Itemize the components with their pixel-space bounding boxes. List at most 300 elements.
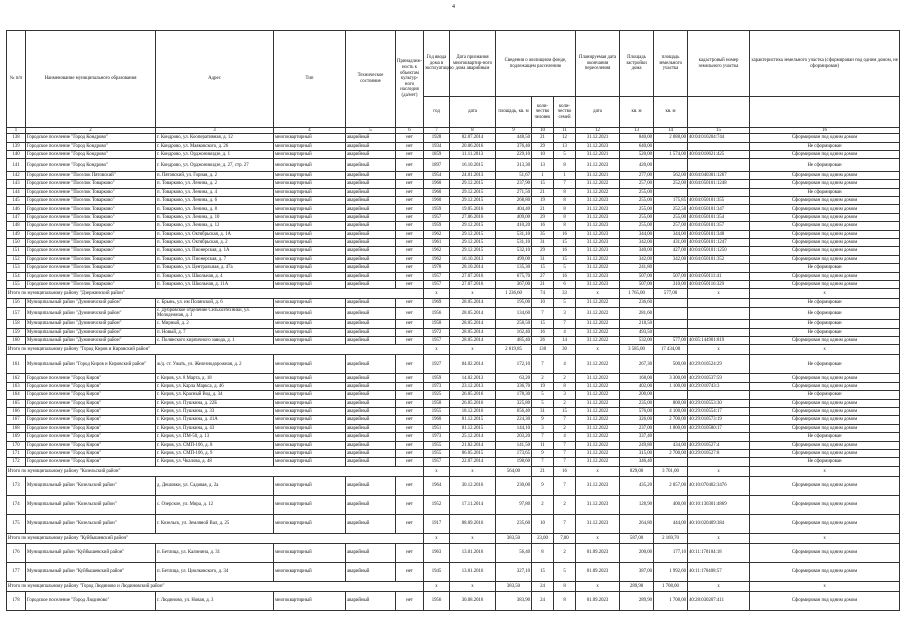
table-row bbox=[7, 399, 900, 407]
table-cell: 203,20 bbox=[496, 433, 532, 441]
table-cell: 1897 bbox=[424, 159, 450, 172]
table-cell: аварийный bbox=[346, 495, 396, 514]
table-cell: Сформирован под одним домом bbox=[750, 255, 900, 263]
table-cell: г. Киров, ул. Красный Вод, д. 34 bbox=[156, 391, 274, 399]
table-cell: нет bbox=[396, 264, 424, 272]
table-cell: нет bbox=[396, 213, 424, 221]
table-row bbox=[7, 197, 900, 205]
table-cell: 40:04:050116:329 bbox=[688, 280, 750, 288]
table-cell: 29.12.2015 bbox=[450, 230, 496, 238]
subtotal-cell: 7,00 bbox=[554, 533, 576, 543]
table-cell bbox=[654, 159, 688, 172]
table-cell: 141,50 bbox=[496, 441, 532, 449]
table-cell: 174 bbox=[7, 495, 26, 514]
table-cell: 1 574,00 bbox=[654, 150, 688, 158]
table-cell: 2 bbox=[554, 543, 576, 562]
table-cell: нет bbox=[396, 407, 424, 415]
table-cell: 2 700,00 bbox=[654, 416, 688, 424]
table-cell: аварийный bbox=[346, 197, 396, 205]
table-cell: 1859 bbox=[424, 150, 450, 158]
table-cell: 40:04:050101:1250 bbox=[688, 247, 750, 255]
table-cell: аварийный bbox=[346, 230, 396, 238]
table-cell: 230,00 bbox=[496, 476, 532, 495]
table-cell: п. Товарково, ул. Ленина, д. 10 bbox=[156, 213, 274, 221]
table-cell: 4 100,00 bbox=[654, 407, 688, 415]
subtotal-cell: 23,00 bbox=[532, 533, 554, 543]
table-cell: 1957 bbox=[424, 280, 450, 288]
table-cell: 175 bbox=[7, 514, 26, 533]
table-cell: Городское поселение "Город Кондрово" bbox=[26, 159, 156, 172]
table-cell: 1 bbox=[532, 171, 554, 179]
table-cell: 7 bbox=[554, 458, 576, 466]
table-cell: аварийный bbox=[346, 159, 396, 172]
table-cell: Сформирован под одним домом bbox=[750, 543, 900, 562]
table-cell: Муниципальный район "Куйбышевский район" bbox=[26, 543, 156, 562]
table-cell: 1978 bbox=[424, 264, 450, 272]
table-cell: 31.12.2022 bbox=[576, 180, 620, 188]
table-cell: 178,30 bbox=[496, 391, 532, 399]
table-cell: 376,40 bbox=[496, 142, 532, 150]
subtotal-cell: x bbox=[750, 533, 900, 543]
table-cell: нет bbox=[396, 255, 424, 263]
table-cell: 40:29:010743:3 bbox=[688, 382, 750, 390]
table-cell: 157 bbox=[7, 307, 26, 320]
table-cell: 21 bbox=[532, 280, 554, 288]
table-cell: Городское поселение "Город Киров" bbox=[26, 449, 156, 457]
table-cell: 7 bbox=[554, 416, 576, 424]
table-cell: 255,00 bbox=[620, 188, 654, 196]
table-cell: 40:29:010553:30 bbox=[688, 399, 750, 407]
subtotal-cell: 587,00 bbox=[620, 533, 654, 543]
table-cell: многоквартирный bbox=[274, 213, 346, 221]
table-cell: 4 bbox=[554, 355, 576, 374]
table-cell: Городское поселение "Поселок Товарково" bbox=[26, 230, 156, 238]
table-cell: 448,50 bbox=[496, 134, 532, 142]
table-cell: многоквартирный bbox=[274, 458, 346, 466]
table-cell: 7 bbox=[532, 458, 554, 466]
table-cell: 235,00 bbox=[620, 399, 654, 407]
table-cell: 8 bbox=[554, 159, 576, 172]
table-cell bbox=[654, 264, 688, 272]
table-cell: 1973 bbox=[424, 433, 450, 441]
table-cell: 26 bbox=[532, 337, 554, 345]
table-cell: аварийный bbox=[346, 562, 396, 581]
table-row bbox=[7, 416, 900, 424]
table-cell: 31.12.2023 bbox=[576, 495, 620, 514]
table-cell: 31.12.2022 bbox=[576, 441, 620, 449]
table-cell: 1959 bbox=[424, 374, 450, 382]
subtotal-cell: 383,50 bbox=[496, 533, 532, 543]
table-cell: 29.12.2015 bbox=[450, 197, 496, 205]
table-cell: п. Товарково, ул. Пионерская, д. 1А bbox=[156, 247, 274, 255]
table-cell: Не сформирован bbox=[750, 458, 900, 466]
table-cell: Сформирован под одним домом bbox=[750, 591, 900, 610]
table-cell: 40:04:050101:354 bbox=[688, 213, 750, 221]
table-cell: п. Товарково, ул. Октябрьская, д. 1А bbox=[156, 230, 274, 238]
table-cell: 1955 bbox=[424, 449, 450, 457]
column-number: 5 bbox=[346, 128, 396, 134]
table-cell: многоквартирный bbox=[274, 591, 346, 610]
table-cell: многоквартирный bbox=[274, 159, 346, 172]
table-cell: 640,00 bbox=[620, 142, 654, 150]
table-cell: Муниципальный район "Думиничский район" bbox=[26, 299, 156, 307]
table-cell: 31.12.2023 bbox=[576, 239, 620, 247]
subtotal-cell: 3 701,00 bbox=[654, 466, 688, 476]
table-cell: 1972 bbox=[424, 328, 450, 336]
table-cell: Сформирован под одним домом bbox=[750, 416, 900, 424]
table-cell: нет bbox=[396, 514, 424, 533]
table-cell: п. Бетлица, ул. Калинина, д. 31 bbox=[156, 543, 274, 562]
table-cell: 31.12.2022 bbox=[576, 407, 620, 415]
subtotal-cell: x bbox=[750, 345, 900, 355]
table-cell: 08.09.2016 bbox=[450, 514, 496, 533]
table-row bbox=[7, 171, 900, 179]
table-cell: 1959 bbox=[424, 205, 450, 213]
table-cell: 281,60 bbox=[620, 307, 654, 320]
table-cell: г. Киров, ул. Пушкина, д. 41А bbox=[156, 416, 274, 424]
table-cell: 420,00 bbox=[620, 159, 654, 172]
table-cell: нет bbox=[396, 239, 424, 247]
column-number: 12 bbox=[576, 128, 620, 134]
table-cell: Муниципальный район "Думиничский район" bbox=[26, 307, 156, 320]
table-cell: 15 bbox=[532, 180, 554, 188]
table-cell: 19 bbox=[532, 382, 554, 390]
table-cell: многоквартирный bbox=[274, 476, 346, 495]
table-cell: нет bbox=[396, 449, 424, 457]
table-cell: г. Кондрово, ул. Орджоникидзе, д. 27, стр. 27 bbox=[156, 159, 274, 172]
table-cell: Сформирован под одним домом bbox=[750, 382, 900, 390]
table-cell: 264,80 bbox=[620, 514, 654, 533]
table-cell: аварийный bbox=[346, 433, 396, 441]
table-cell: 7 bbox=[554, 476, 576, 495]
table-cell: 277,00 bbox=[620, 171, 654, 179]
table-cell: 367,00 bbox=[496, 280, 532, 288]
table-cell: г. Людиново, ул. Новая, д. 3 bbox=[156, 591, 274, 610]
table-cell: 576,00 bbox=[620, 407, 654, 415]
table-cell: 148 bbox=[7, 222, 26, 230]
table-cell: 168 bbox=[7, 424, 26, 432]
table-cell: 172 bbox=[7, 458, 26, 466]
table-cell: многоквартирный bbox=[274, 222, 346, 230]
table-cell: Муниципальный район "Думиничский район" bbox=[26, 328, 156, 336]
table-cell: 40:04:040301:1267 bbox=[688, 171, 750, 179]
table-cell: многоквартирный bbox=[274, 307, 346, 320]
table-cell bbox=[654, 188, 688, 196]
table-cell: аварийный bbox=[346, 337, 396, 345]
table-cell: 1 800,00 bbox=[654, 424, 688, 432]
table-cell: 31.12.2022 bbox=[576, 307, 620, 320]
table-cell: нет bbox=[396, 188, 424, 196]
table-cell: 342,00 bbox=[620, 239, 654, 247]
table-cell: многоквартирный bbox=[274, 205, 346, 213]
table-cell: 5 bbox=[532, 391, 554, 399]
table-cell: 1957 bbox=[424, 337, 450, 345]
table-cell: 4 bbox=[554, 433, 576, 441]
table-cell: 31.12.2022 bbox=[576, 391, 620, 399]
subtotal-cell: x bbox=[424, 533, 450, 543]
table-cell: Не сформирован bbox=[750, 328, 900, 336]
table-cell: аварийный bbox=[346, 264, 396, 272]
table-cell: 97,80 bbox=[496, 495, 532, 514]
table-cell: 29.12.2015 bbox=[450, 222, 496, 230]
header-plot-area: площадь земельного участка bbox=[654, 31, 688, 97]
table-cell: 13.01.2016 bbox=[450, 562, 496, 581]
table-cell: 198,60 bbox=[496, 458, 532, 466]
table-cell: Муниципальный район "Козельский район" bbox=[26, 476, 156, 495]
table-cell: 10 bbox=[532, 514, 554, 533]
table-cell: 1955 bbox=[424, 407, 450, 415]
table-cell: нет bbox=[396, 382, 424, 390]
column-number: 3 bbox=[156, 128, 274, 134]
table-cell: нет bbox=[396, 355, 424, 374]
table-cell: Городское поселение "Поселок Пятовский" bbox=[26, 171, 156, 179]
table-cell: аварийный bbox=[346, 188, 396, 196]
table-cell: 15 bbox=[532, 562, 554, 581]
table-cell: 237,90 bbox=[496, 180, 532, 188]
subtotal-cell: x bbox=[424, 466, 450, 476]
table-cell: 15 bbox=[532, 264, 554, 272]
table-cell: 29.12.2015 bbox=[450, 188, 496, 196]
table-cell: аварийный bbox=[346, 514, 396, 533]
table-cell: 7 bbox=[554, 441, 576, 449]
subtotal-cell: x bbox=[576, 466, 620, 476]
table-cell: многоквартирный bbox=[274, 424, 346, 432]
table-cell: 15 bbox=[554, 255, 576, 263]
table-cell: 1960 bbox=[424, 180, 450, 188]
table-cell: 31.12.2021 bbox=[576, 134, 620, 142]
table-cell: Сформирован под одним домом bbox=[750, 230, 900, 238]
table-row bbox=[7, 591, 900, 610]
table-cell: Не сформирован bbox=[750, 159, 900, 172]
table-cell: 31.12.2022 bbox=[576, 416, 620, 424]
subtotal-row bbox=[7, 581, 900, 591]
table-cell: Сформирован под одним домом bbox=[750, 247, 900, 255]
table-cell: 29.12.2015 bbox=[450, 180, 496, 188]
table-cell: 31.12.2022 bbox=[576, 382, 620, 390]
table-cell bbox=[654, 458, 688, 466]
table-cell: многоквартирный bbox=[274, 449, 346, 457]
table-cell: г. Киров, ул. Чкалова, д. 48 bbox=[156, 458, 274, 466]
table-cell: 800,00 bbox=[654, 399, 688, 407]
table-cell: 1 100,00 bbox=[654, 382, 688, 390]
table-cell: аварийный bbox=[346, 205, 396, 213]
table-cell: 8 bbox=[554, 205, 576, 213]
table-cell: 177,10 bbox=[654, 543, 688, 562]
table-cell bbox=[688, 433, 750, 441]
table-cell: 257,00 bbox=[654, 222, 688, 230]
table-cell: 21 bbox=[532, 205, 554, 213]
table-row bbox=[7, 247, 900, 255]
table-cell: 31.12.2023 bbox=[576, 222, 620, 230]
table-cell: 11.11.2013 bbox=[450, 150, 496, 158]
table-cell: Городское поселение "Город Кондрово" bbox=[26, 142, 156, 150]
table-cell: 1928 bbox=[424, 134, 450, 142]
table-cell: 164 bbox=[7, 391, 26, 399]
table-cell: аварийный bbox=[346, 591, 396, 610]
table-cell: 16.10.2013 bbox=[450, 255, 496, 263]
table-cell: многоквартирный bbox=[274, 299, 346, 307]
table-cell: п. Товарково, ул. Ленина, д. 4 bbox=[156, 188, 274, 196]
subtotal-cell: x bbox=[424, 289, 450, 299]
table-cell: 21 bbox=[532, 134, 554, 142]
table-cell: аварийный bbox=[346, 180, 396, 188]
table-cell: 7 bbox=[532, 433, 554, 441]
table-cell: аварийный bbox=[346, 272, 396, 280]
table-row bbox=[7, 391, 900, 399]
table-cell: 31.12.2021 bbox=[576, 150, 620, 158]
table-cell: многоквартирный bbox=[274, 399, 346, 407]
table-row bbox=[7, 159, 900, 172]
table-cell: 175,85 bbox=[654, 197, 688, 205]
header-plot-area-building: Площадь застройки дома bbox=[620, 31, 654, 97]
table-row bbox=[7, 495, 900, 514]
table-row bbox=[7, 299, 900, 307]
table-cell: 31.12.2022 bbox=[576, 320, 620, 328]
table-cell: аварийный bbox=[346, 543, 396, 562]
table-cell: нет bbox=[396, 280, 424, 288]
table-cell: Не сформирован bbox=[750, 142, 900, 150]
table-cell: 532,00 bbox=[620, 337, 654, 345]
table-row bbox=[7, 543, 900, 562]
table-cell: 427,00 bbox=[654, 247, 688, 255]
table-cell: 31.12.2021 bbox=[576, 171, 620, 179]
table-cell: 40:04:050101:355 bbox=[688, 197, 750, 205]
table-cell: Сформирован под одним домом bbox=[750, 399, 900, 407]
table-cell bbox=[654, 320, 688, 328]
table-cell: 171 bbox=[7, 449, 26, 457]
table-cell: 17.11.2014 bbox=[450, 495, 496, 514]
subtotal-row bbox=[7, 289, 900, 299]
table-cell: 1934 bbox=[424, 142, 450, 150]
table-cell: Городское поселение "Поселок Товарково" bbox=[26, 213, 156, 221]
table-row bbox=[7, 441, 900, 449]
table-cell: нет bbox=[396, 328, 424, 336]
table-cell: 144,10 bbox=[496, 424, 532, 432]
table-cell: 31 bbox=[532, 239, 554, 247]
table-cell: 7 bbox=[554, 320, 576, 328]
table-cell: 1945 bbox=[424, 562, 450, 581]
table-cell: 31.12.2023 bbox=[576, 159, 620, 172]
table-cell: Сформирован под одним домом bbox=[750, 213, 900, 221]
table-row bbox=[7, 280, 900, 288]
table-cell: 40:04:010621:425 bbox=[688, 150, 750, 158]
table-cell: 5 bbox=[554, 150, 576, 158]
table-cell: 1959 bbox=[424, 222, 450, 230]
table-cell: 26.05.2016 bbox=[450, 399, 496, 407]
table-row bbox=[7, 230, 900, 238]
subtotal-cell: x bbox=[750, 289, 900, 299]
table-cell: аварийный bbox=[346, 247, 396, 255]
table-cell: 1957 bbox=[424, 272, 450, 280]
table-cell: 40:04:050101:1248 bbox=[688, 180, 750, 188]
table-cell: нет bbox=[396, 320, 424, 328]
table-cell: 1955 bbox=[424, 441, 450, 449]
table-cell: 8 bbox=[554, 213, 576, 221]
table-cell: 200,00 bbox=[620, 391, 654, 399]
table-cell: 15 bbox=[554, 407, 576, 415]
subtotal-cell: 289,90 bbox=[620, 581, 654, 591]
table-cell: 326,00 bbox=[620, 416, 654, 424]
table-cell: 128,90 bbox=[620, 495, 654, 514]
table-cell: 577,00 bbox=[654, 337, 688, 345]
table-cell bbox=[654, 433, 688, 441]
table-cell: Сформирован под одним домом bbox=[750, 150, 900, 158]
header-tech-state: Техническое состояние bbox=[346, 31, 396, 128]
table-cell: 31.12.2022 bbox=[576, 299, 620, 307]
table-cell bbox=[688, 458, 750, 466]
table-cell: 162,40 bbox=[496, 328, 532, 336]
table-cell: 336,70 bbox=[496, 382, 532, 390]
table-cell: 40:29:010573:19 bbox=[688, 416, 750, 424]
table-cell: 1962 bbox=[424, 230, 450, 238]
table-cell: 40:10:070402:3476 bbox=[688, 476, 750, 495]
table-cell: многоквартирный bbox=[274, 180, 346, 188]
table-cell: 173,65 bbox=[496, 449, 532, 457]
table-cell: 8 bbox=[554, 591, 576, 610]
table-cell: 12 bbox=[554, 134, 576, 142]
table-cell: 28.05.2014 bbox=[450, 328, 496, 336]
header-planned-date: Планируемая дата окончания переселения bbox=[576, 31, 620, 97]
table-cell: 342,00 bbox=[654, 255, 688, 263]
table-cell bbox=[688, 159, 750, 172]
table-cell: 337,40 bbox=[620, 433, 654, 441]
subtotal-label: Итого по муниципальному району "Город Киров и Кировский район" bbox=[7, 345, 424, 355]
table-cell: 04.02.2014 bbox=[450, 355, 496, 374]
table-cell: 31.12.2022 bbox=[576, 374, 620, 382]
table-cell: п. Товарково, ул. Центральная, д. 47а bbox=[156, 264, 274, 272]
table-cell: Городское поселение "Город Киров" bbox=[26, 374, 156, 382]
subtotal-cell: x bbox=[450, 289, 496, 299]
table-cell: аварийный bbox=[346, 239, 396, 247]
table-cell: 40:29:010527:4 bbox=[688, 441, 750, 449]
table-cell: г. Кондрово, ул. Маяковского, д. 26 bbox=[156, 142, 274, 150]
table-cell: многоквартирный bbox=[274, 142, 346, 150]
table-cell: 167 bbox=[7, 416, 26, 424]
table-cell: многоквартирный bbox=[274, 562, 346, 581]
table-cell: 3 bbox=[554, 307, 576, 320]
table-cell: 141 bbox=[7, 159, 26, 172]
table-cell: 404,40 bbox=[496, 205, 532, 213]
table-cell: 31.12.2022 bbox=[576, 188, 620, 196]
table-cell: аварийный bbox=[346, 449, 396, 457]
table-cell: Муниципальный район "Куйбышевский район" bbox=[26, 562, 156, 581]
table-cell: 2 bbox=[532, 374, 554, 382]
table-cell: 135,30 bbox=[496, 264, 532, 272]
table-cell: Сформирован под одним домом bbox=[750, 197, 900, 205]
table-cell: 531,10 bbox=[496, 230, 532, 238]
table-cell: Городское поселение "Город Киров" bbox=[26, 391, 156, 399]
table-cell: 160 bbox=[7, 337, 26, 345]
subtotal-cell: 1 236,60 bbox=[496, 289, 532, 299]
table-cell: аварийный bbox=[346, 299, 396, 307]
table-cell: 9 bbox=[532, 476, 554, 495]
table-cell: 1957 bbox=[424, 213, 450, 221]
table-cell: 2 bbox=[554, 374, 576, 382]
table-cell: 1960 bbox=[424, 416, 450, 424]
subheader-date-2: дата bbox=[576, 97, 620, 128]
subtotal-cell: 577,00 bbox=[654, 289, 688, 299]
table-cell: 169 bbox=[7, 433, 26, 441]
table-cell: Сформирован под одним домом bbox=[750, 374, 900, 382]
table-cell: Сформирован под одним домом bbox=[750, 280, 900, 288]
table-cell: 7 bbox=[554, 514, 576, 533]
table-cell: 9 bbox=[532, 416, 554, 424]
housing-registry-table bbox=[6, 30, 900, 611]
table-cell: 16.10.2015 bbox=[450, 159, 496, 172]
table-cell: Сформирован под одним домом bbox=[750, 222, 900, 230]
table-cell: Сформирован под одним домом bbox=[750, 134, 900, 142]
table-cell: 01.09.2023 bbox=[576, 562, 620, 581]
